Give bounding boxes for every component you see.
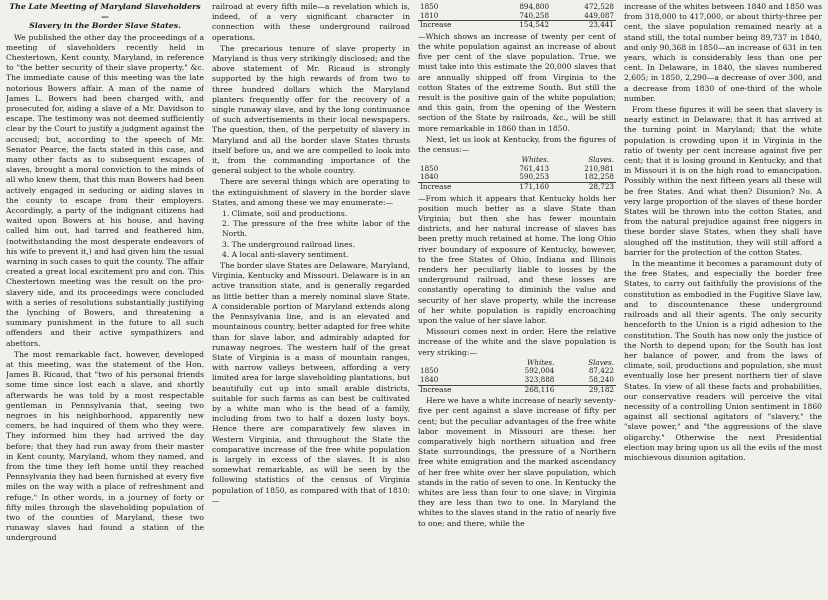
table-cell: 1840 — [420, 172, 439, 182]
table-cell: 472,528 — [584, 2, 614, 11]
column-3 — [418, 2, 616, 600]
table-cell: 1850 — [420, 2, 439, 11]
table-cell: 23,441 — [551, 21, 616, 30]
paragraph: railroad at every fifth mile—a revelation which is, indeed, of a very significant character in connection with these underground railroad operations. — [212, 2, 410, 42]
paragraph: There are several things which are operating to the extinguishment of slavery in the border slave States, and among these we may enumerate:— — [212, 177, 410, 207]
list-item: 2. The pressure of the free white labor of the North. — [222, 219, 410, 239]
column-2 — [212, 2, 410, 600]
paragraph: From these figures it will be seen that slavery is nearly extinct in Delaware; that it has arrived at the turning point in Maryland; that the white population is crowding upon it in Virginia in the ratio of twenty per cent increase against five per cent; that it is losing ground in Kentucky, and that in Missouri it is on the high road to emancipation. Possibly within the next fifteen years all these will be free States. And what then? Disunion? No. A very large proportion of the slaves of these border States will be thrown into the cotton States, and from the natural prejudice against free niggers in these border slave States, when they shall have sloughed off the institution, they will still afford a barrier for the protection of the cotton States. — [624, 105, 822, 257]
paragraph: Next, let us look at Kentucky, from the figures of the census:— — [418, 134, 616, 155]
table-header-row — [418, 359, 616, 368]
table-cell: 1850 — [420, 366, 439, 376]
paragraph: In the meantime it becomes a paramount duty of the free States, and especially the border free States, to carry out faithfully the provisions of the constitution as embodied in the Fugitive Slave law, and to discountenance these underground railroads and all their agents. The only security henceforth to the Union is a rigid adhesion to the constitution. The South has now only the justice of the North to depend upon; for the South has lost her balance of power, and from the laws of climate, soil, productions and population, she must eventually lose her present northern tier of slave States. In view of all these facts and probabilities, our conservative readers will perceive the vital necessity of a controlling Union sentiment in 1860 against all sectional agitators of "slavery," the "slave power," and "the aggressions of the slave oligarchy." Otherwise the next Presidential election may bring upon us all the evils of the most mischievous disunion agitation. — [624, 259, 822, 462]
table-cell: 1840 — [420, 375, 439, 385]
table-cell: 28,723 — [551, 183, 616, 192]
virginia-census-table — [418, 3, 616, 30]
table-cell: Increase — [418, 183, 486, 192]
table-cell: 1810 — [420, 10, 439, 20]
table-row — [418, 367, 616, 376]
list-item: 4. A local anti-slavery sentiment. — [222, 249, 349, 259]
paragraph: —From which it appears that Kentucky holds her position much better as a slave State than Virginia; but then she has fewer mountain districts, and her natural increase of slaves has been pretty much retained at home. The long Ohio river boundary of exposure of Kentucky, however, to the free States of Ohio, Indiana and Illinois renders her peculiarly liable to losses by the underground railroad, and these losses are constantly operating to diminish the value and security of her slave property, while the increase of her white population is rapidly encroaching upon the value of her slave labor. — [418, 193, 616, 326]
list-item: 1. Climate, soil and productions. — [222, 209, 348, 219]
headline-line-1: The Late Meeting of Maryland Slaveholders— — [9, 2, 201, 21]
table-cell: 740,258 — [519, 10, 550, 20]
table-row — [418, 183, 616, 192]
table-row — [418, 385, 616, 394]
list-item: 3. The underground railroad lines. — [222, 239, 355, 249]
table-cell: 449,087 — [584, 10, 614, 20]
table-cell: Increase — [418, 385, 489, 394]
table-cell: 171,160 — [486, 183, 551, 192]
table-header: Slaves. — [588, 357, 614, 367]
table-cell: Increase — [418, 21, 486, 30]
column-1 — [6, 2, 204, 600]
table-cell: 182,258 — [584, 172, 614, 182]
paragraph: The precarious tenure of slave property in Maryland is thus very strikingly disclosed; and the above statement of Mr. Ricaud is strongly supported by the high rewards of from two to three hundred dollars which the Maryland planters frequently offer for the recovery of a single runaway slave, and by the long continuance of such advertisements in their local newspapers. The question, then, of the perpetuity of slavery in Maryland and all the border slave States thrusts itself before us, and we are compelled to look into it, from the commanding importance of the general subject to the whole country. — [212, 43, 410, 176]
missouri-census-table — [418, 359, 616, 394]
table-header: Whites. — [521, 155, 550, 165]
table-header: Whites. — [526, 357, 555, 367]
table-cell: 761,413 — [519, 163, 550, 173]
paragraph: Missouri comes next in order. Here the relative increase of the white and the slave population is very striking:— — [418, 327, 616, 357]
paragraph: The border slave States are Delaware, Maryland, Virginia, Kentucky and Missouri. Delaware is in an active transition state, and is generally regarded as little better than a merely nominal slave State. A considerable portion of Maryland extends along the Pennsylvania line, and is an elevated and mountainous country, better adapted for free white than for slave labor, and admirably adapted for runaway negroes. The western half of the great State of Virginia is a mass of mountain ranges, with narrow valleys between, affording a very limited area for large slaveholding plantations, but beautifully cut up into small arable districts, suitable for such farms as can best be cultivated by a white man who is the head of a family, including from two to half a dozen lusty boys. Hence there are comparatively few slaves in Western Virginia, and throughout the State the comparative increase of the free white population is largely in excess of the slaves. It is also somewhat remarkable, as will be seen by the following statistics of the census of Virginia population of 1850, as compared with that of 1810:— — [212, 261, 410, 505]
paragraph: Here we have a white increase of nearly seventy-five per cent against a slave increase of fifty per cent; but the peculiar advantages of the free white labor movement in Missouri are these: her comparatively high northern situation and free State surroundings, the pressure of a Northern free white emigration and the marked ascendancy of her free white over her slave population, which stands in the ratio of seven to one. In Kentucky the whites are less than four to one slave; in Virginia they are less than two to one. In Maryland the whites to the slaves stand in the ratio of nearly five to one; and there, while the — [418, 396, 616, 528]
table-header: Slaves. — [588, 155, 614, 165]
table-cell: 210,981 — [584, 163, 614, 173]
table-cell: 1850 — [420, 163, 439, 173]
paragraph: increase of the whites between 1840 and 1850 was from 318,000 to 417,000, or about thirty-three per cent, the slave population remained nearly at a stand still, the total number being 89,737 in 1840, and only 90,368 in 1850—an increase of 631 in ten years, which is considerably less than one per cent. In Delaware, in 1840, the slaves numbered 2,605; in 1850, 2,290—a decrease of over 300, and a decrease from 1830 of one-third of the whole number. — [624, 2, 822, 103]
paragraph: —Which shows an increase of twenty per cent of the white population against an increase of about five per cent of the slave population. True, we must take into this estimate the 20,000 slaves that are annually shipped off from Virginia to the cotton States of the extreme South. But still the result is the positive gain of the white population; and this gain, from the opening of the Western section of the State by railroads, &c., will be still more remarkable in 1860 than in 1850. — [418, 31, 616, 133]
table-cell: 87,422 — [588, 366, 614, 376]
table-cell: 323,888 — [524, 375, 555, 385]
table-cell: 58,240 — [588, 375, 614, 385]
kentucky-census-table — [418, 156, 616, 191]
paragraph: We published the other day the proceedings of a meeting of slaveholders recently held in Chestertown, Kent county, Maryland, in reference to "the better security of their slave property," &c. The immediate cause of this meeting was the late notorious Bowers affair. A man of the name of James L. Bowers had been charged with, and prosecuted for, aiding a slave of a Mr. Davidson to escape. The testimony was not deemed sufficiently clear by the Court to justify a judgment against the accused; but, according to the speech of Mr. Senator Pearce, the facts stated in this case, and many other facts as to subsequent escapes of slaves, brought a moral conviction to the minds of all who knew them, that this man Bowers had been actively engaged in seducing or aiding slaves in the county to escape from their employers. Accordingly, a party of the indignant citizens had waited upon Bowers at his house, and having called him out, had tarred and feathered him, (notwithstanding the most desperate endeavors of his wife to prevent it,) and had given him the usual warning in such cases to quit the county. The affair created a great local excitement pro and con. This Chestertown meeting was the result on the pro-slavery side, and its proceedings were concluded with a series of resolutions substantially justifying the lynching of Bowers, and threatening a summary punishment in the future to all such offenders and their active sympathizers and abettors. — [6, 32, 204, 348]
table-cell: 592,004 — [524, 366, 555, 376]
table-row — [418, 376, 616, 385]
table-row — [418, 21, 616, 30]
table-cell: 894,800 — [519, 2, 550, 11]
table-cell: 154,542 — [486, 21, 551, 30]
paragraph: The most remarkable fact, however, developed at this meeting, was the statement of the Hon. James B. Ricaud, that "two of his personal friends some time since lost each a slave, and shortly afterwards he was told by a most respectable gentleman in Pennsylvania that, seeing two negroes in his neighborhood, apparently new comers, he had inquired of them who they were. They informed him they had arrived the day before; that they had run away from their master in Kent county, Maryland, whom they named, and from the time they left home until they reached Pennsylvania they had been furnished at every five miles on the way with a place of refreshment and refuge." In other words, in a journey of forty or fifty miles through the slaveholding population of two of the counties of Maryland, these two runaway slaves had found a station of the underground — [6, 349, 204, 543]
causes-list — [222, 209, 410, 260]
table-cell: 590,253 — [519, 172, 550, 182]
column-4 — [624, 2, 822, 600]
article-headline — [6, 2, 204, 31]
headline-line-2: Slavery in the Border Slave States. — [29, 21, 181, 30]
table-cell: 29,182 — [556, 385, 616, 394]
table-cell: 268,116 — [489, 385, 557, 394]
